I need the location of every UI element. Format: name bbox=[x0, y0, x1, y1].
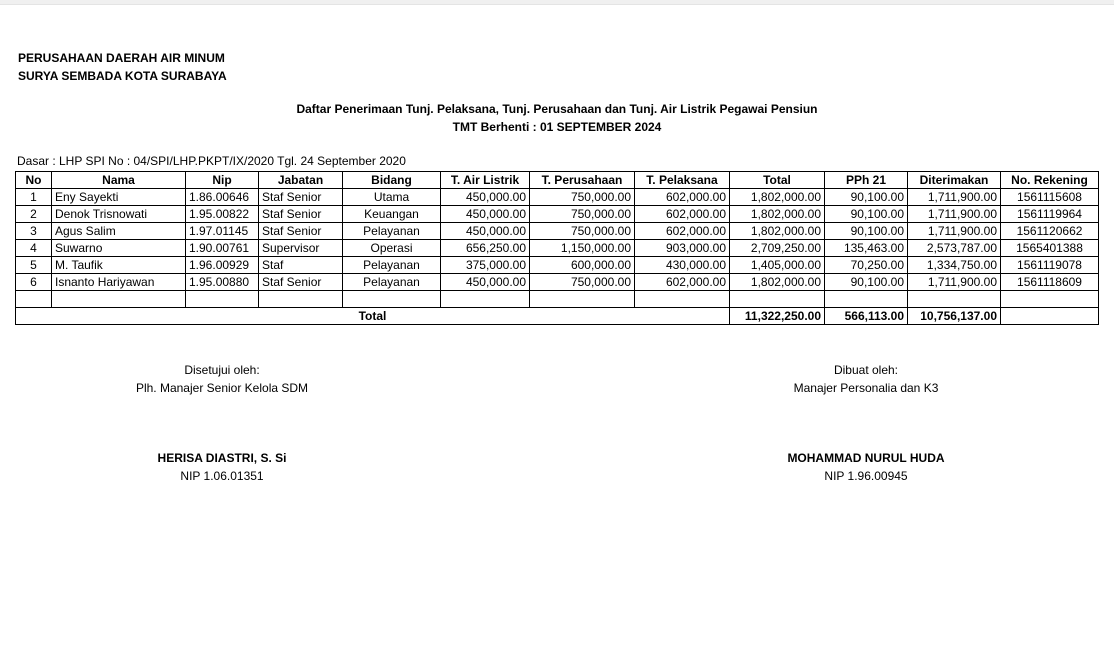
cell-pelaksana: 602,000.00 bbox=[635, 206, 730, 223]
cell-air-listrik: 450,000.00 bbox=[441, 206, 530, 223]
cell-pph21: 135,463.00 bbox=[825, 240, 908, 257]
table-total-row bbox=[16, 308, 1099, 325]
cell-nama: Agus Salim bbox=[52, 223, 186, 240]
col-header-nama: Nama bbox=[52, 172, 186, 189]
cell-pph21: 70,250.00 bbox=[825, 257, 908, 274]
cell-jabatan: Staf bbox=[259, 257, 343, 274]
cell-perusahaan: 750,000.00 bbox=[530, 223, 635, 240]
cell-nip: 1.96.00929 bbox=[186, 257, 259, 274]
cell-air-listrik: 450,000.00 bbox=[441, 189, 530, 206]
cell-bidang: Pelayanan bbox=[343, 223, 441, 240]
empty-cell bbox=[1001, 291, 1099, 308]
empty-cell bbox=[343, 291, 441, 308]
col-header-diterimakan: Diterimakan bbox=[908, 172, 1001, 189]
col-header-pph21: PPh 21 bbox=[825, 172, 908, 189]
cell-total: 1,802,000.00 bbox=[730, 223, 825, 240]
col-header-bidang: Bidang bbox=[343, 172, 441, 189]
cell-pelaksana: 430,000.00 bbox=[635, 257, 730, 274]
cell-perusahaan: 600,000.00 bbox=[530, 257, 635, 274]
cell-no-rekening: 1561119964 bbox=[1001, 206, 1099, 223]
cell-no: 6 bbox=[16, 274, 52, 291]
table-header-row bbox=[16, 172, 1099, 189]
cell-perusahaan: 750,000.00 bbox=[530, 274, 635, 291]
cell-diterimakan: 1,334,750.00 bbox=[908, 257, 1001, 274]
cell-pph21: 90,100.00 bbox=[825, 274, 908, 291]
table-row bbox=[16, 257, 1099, 274]
cell-no-rekening: 1561120662 bbox=[1001, 223, 1099, 240]
total-pph21: 566,113.00 bbox=[825, 308, 908, 325]
cell-pelaksana: 602,000.00 bbox=[635, 223, 730, 240]
cell-jabatan: Staf Senior bbox=[259, 206, 343, 223]
reference-basis: Dasar : LHP SPI No : 04/SPI/LHP.PKPT/IX/2020 Tgl. 24 September 2020 bbox=[17, 154, 406, 168]
document-subtitle: TMT Berhenti : 01 SEPTEMBER 2024 bbox=[452, 120, 662, 134]
empty-cell bbox=[259, 291, 343, 308]
col-header-perusahaan: T. Perusahaan bbox=[530, 172, 635, 189]
cell-jabatan: Supervisor bbox=[259, 240, 343, 257]
cell-jabatan: Staf Senior bbox=[259, 189, 343, 206]
total-label: Total bbox=[16, 308, 730, 325]
cell-nip: 1.97.01145 bbox=[186, 223, 259, 240]
cell-no: 2 bbox=[16, 206, 52, 223]
total-diterimakan: 10,756,137.00 bbox=[908, 308, 1001, 325]
cell-nama: Eny Sayekti bbox=[52, 189, 186, 206]
empty-cell bbox=[825, 291, 908, 308]
cell-nama: Isnanto Hariyawan bbox=[52, 274, 186, 291]
table-body bbox=[16, 189, 1099, 325]
cell-no-rekening: 1565401388 bbox=[1001, 240, 1099, 257]
cell-bidang: Pelayanan bbox=[343, 274, 441, 291]
empty-cell bbox=[635, 291, 730, 308]
empty-cell bbox=[52, 291, 186, 308]
table-row-empty bbox=[16, 291, 1099, 308]
cell-no: 5 bbox=[16, 257, 52, 274]
cell-total: 1,405,000.00 bbox=[730, 257, 825, 274]
cell-bidang: Operasi bbox=[343, 240, 441, 257]
prepared-caption: Dibuat oleh: bbox=[833, 363, 899, 377]
cell-no: 1 bbox=[16, 189, 52, 206]
cell-no-rekening: 1561118609 bbox=[1001, 274, 1099, 291]
cell-diterimakan: 1,711,900.00 bbox=[908, 274, 1001, 291]
col-header-air-listrik: T. Air Listrik bbox=[441, 172, 530, 189]
cell-air-listrik: 450,000.00 bbox=[441, 274, 530, 291]
cell-bidang: Keuangan bbox=[343, 206, 441, 223]
org-name-line1: PERUSAHAAN DAERAH AIR MINUM bbox=[18, 51, 225, 65]
cell-diterimakan: 1,711,900.00 bbox=[908, 223, 1001, 240]
empty-cell bbox=[530, 291, 635, 308]
cell-jabatan: Staf Senior bbox=[259, 274, 343, 291]
organization-header bbox=[18, 49, 227, 85]
approval-caption: Disetujui oleh: bbox=[184, 363, 260, 377]
cell-diterimakan: 1,711,900.00 bbox=[908, 189, 1001, 206]
cell-pph21: 90,100.00 bbox=[825, 189, 908, 206]
cell-no: 4 bbox=[16, 240, 52, 257]
col-header-pelaksana: T. Pelaksana bbox=[635, 172, 730, 189]
cell-nip: 1.95.00880 bbox=[186, 274, 259, 291]
table-row bbox=[16, 240, 1099, 257]
document-title: Daftar Penerimaan Tunj. Pelaksana, Tunj. Perusahaan dan Tunj. Air Listrik Pegawai Pensiun bbox=[296, 102, 818, 116]
cell-pelaksana: 602,000.00 bbox=[635, 189, 730, 206]
cell-nip: 1.90.00761 bbox=[186, 240, 259, 257]
cell-no: 3 bbox=[16, 223, 52, 240]
cell-pph21: 90,100.00 bbox=[825, 223, 908, 240]
cell-pph21: 90,100.00 bbox=[825, 206, 908, 223]
cell-air-listrik: 375,000.00 bbox=[441, 257, 530, 274]
cell-pelaksana: 903,000.00 bbox=[635, 240, 730, 257]
cell-perusahaan: 1,150,000.00 bbox=[530, 240, 635, 257]
empty-cell bbox=[441, 291, 530, 308]
approval-position: Plh. Manajer Senior Kelola SDM bbox=[135, 381, 309, 395]
table-row bbox=[16, 189, 1099, 206]
table-row bbox=[16, 274, 1099, 291]
org-name-line2: SURYA SEMBADA KOTA SURABAYA bbox=[18, 69, 227, 83]
cell-nip: 1.95.00822 bbox=[186, 206, 259, 223]
empty-cell bbox=[186, 291, 259, 308]
preparer-nip: NIP 1.96.00945 bbox=[824, 469, 908, 483]
empty-cell bbox=[16, 291, 52, 308]
col-header-no-rekening: No. Rekening bbox=[1001, 172, 1099, 189]
approval-signature-block bbox=[111, 363, 333, 488]
cell-diterimakan: 2,573,787.00 bbox=[908, 240, 1001, 257]
prepared-position: Manajer Personalia dan K3 bbox=[793, 381, 939, 395]
prepared-signature-block bbox=[756, 363, 976, 488]
total-sum: 11,322,250.00 bbox=[730, 308, 825, 325]
cell-total: 1,802,000.00 bbox=[730, 189, 825, 206]
empty-cell bbox=[908, 291, 1001, 308]
cell-nama: M. Taufik bbox=[52, 257, 186, 274]
cell-perusahaan: 750,000.00 bbox=[530, 206, 635, 223]
cell-bidang: Pelayanan bbox=[343, 257, 441, 274]
cell-total: 2,709,250.00 bbox=[730, 240, 825, 257]
col-header-nip: Nip bbox=[186, 172, 259, 189]
cell-nama: Denok Trisnowati bbox=[52, 206, 186, 223]
col-header-no: No bbox=[16, 172, 52, 189]
cell-pelaksana: 602,000.00 bbox=[635, 274, 730, 291]
col-header-total: Total bbox=[730, 172, 825, 189]
cell-perusahaan: 750,000.00 bbox=[530, 189, 635, 206]
cell-bidang: Utama bbox=[343, 189, 441, 206]
window-top-edge bbox=[0, 0, 1114, 5]
table-row bbox=[16, 206, 1099, 223]
cell-air-listrik: 450,000.00 bbox=[441, 223, 530, 240]
cell-diterimakan: 1,711,900.00 bbox=[908, 206, 1001, 223]
empty-cell bbox=[730, 291, 825, 308]
approver-name: HERISA DIASTRI, S. Si bbox=[157, 451, 287, 465]
cell-nama: Suwarno bbox=[52, 240, 186, 257]
approver-nip: NIP 1.06.01351 bbox=[180, 469, 264, 483]
cell-no-rekening: 1561115608 bbox=[1001, 189, 1099, 206]
total-rekening-empty bbox=[1001, 308, 1099, 325]
preparer-name: MOHAMMAD NURUL HUDA bbox=[787, 451, 945, 465]
cell-jabatan: Staf Senior bbox=[259, 223, 343, 240]
cell-air-listrik: 656,250.00 bbox=[441, 240, 530, 257]
cell-total: 1,802,000.00 bbox=[730, 274, 825, 291]
cell-total: 1,802,000.00 bbox=[730, 206, 825, 223]
cell-no-rekening: 1561119078 bbox=[1001, 257, 1099, 274]
col-header-jabatan: Jabatan bbox=[259, 172, 343, 189]
table-row bbox=[16, 223, 1099, 240]
pension-allowance-table bbox=[15, 171, 1099, 325]
cell-nip: 1.86.00646 bbox=[186, 189, 259, 206]
